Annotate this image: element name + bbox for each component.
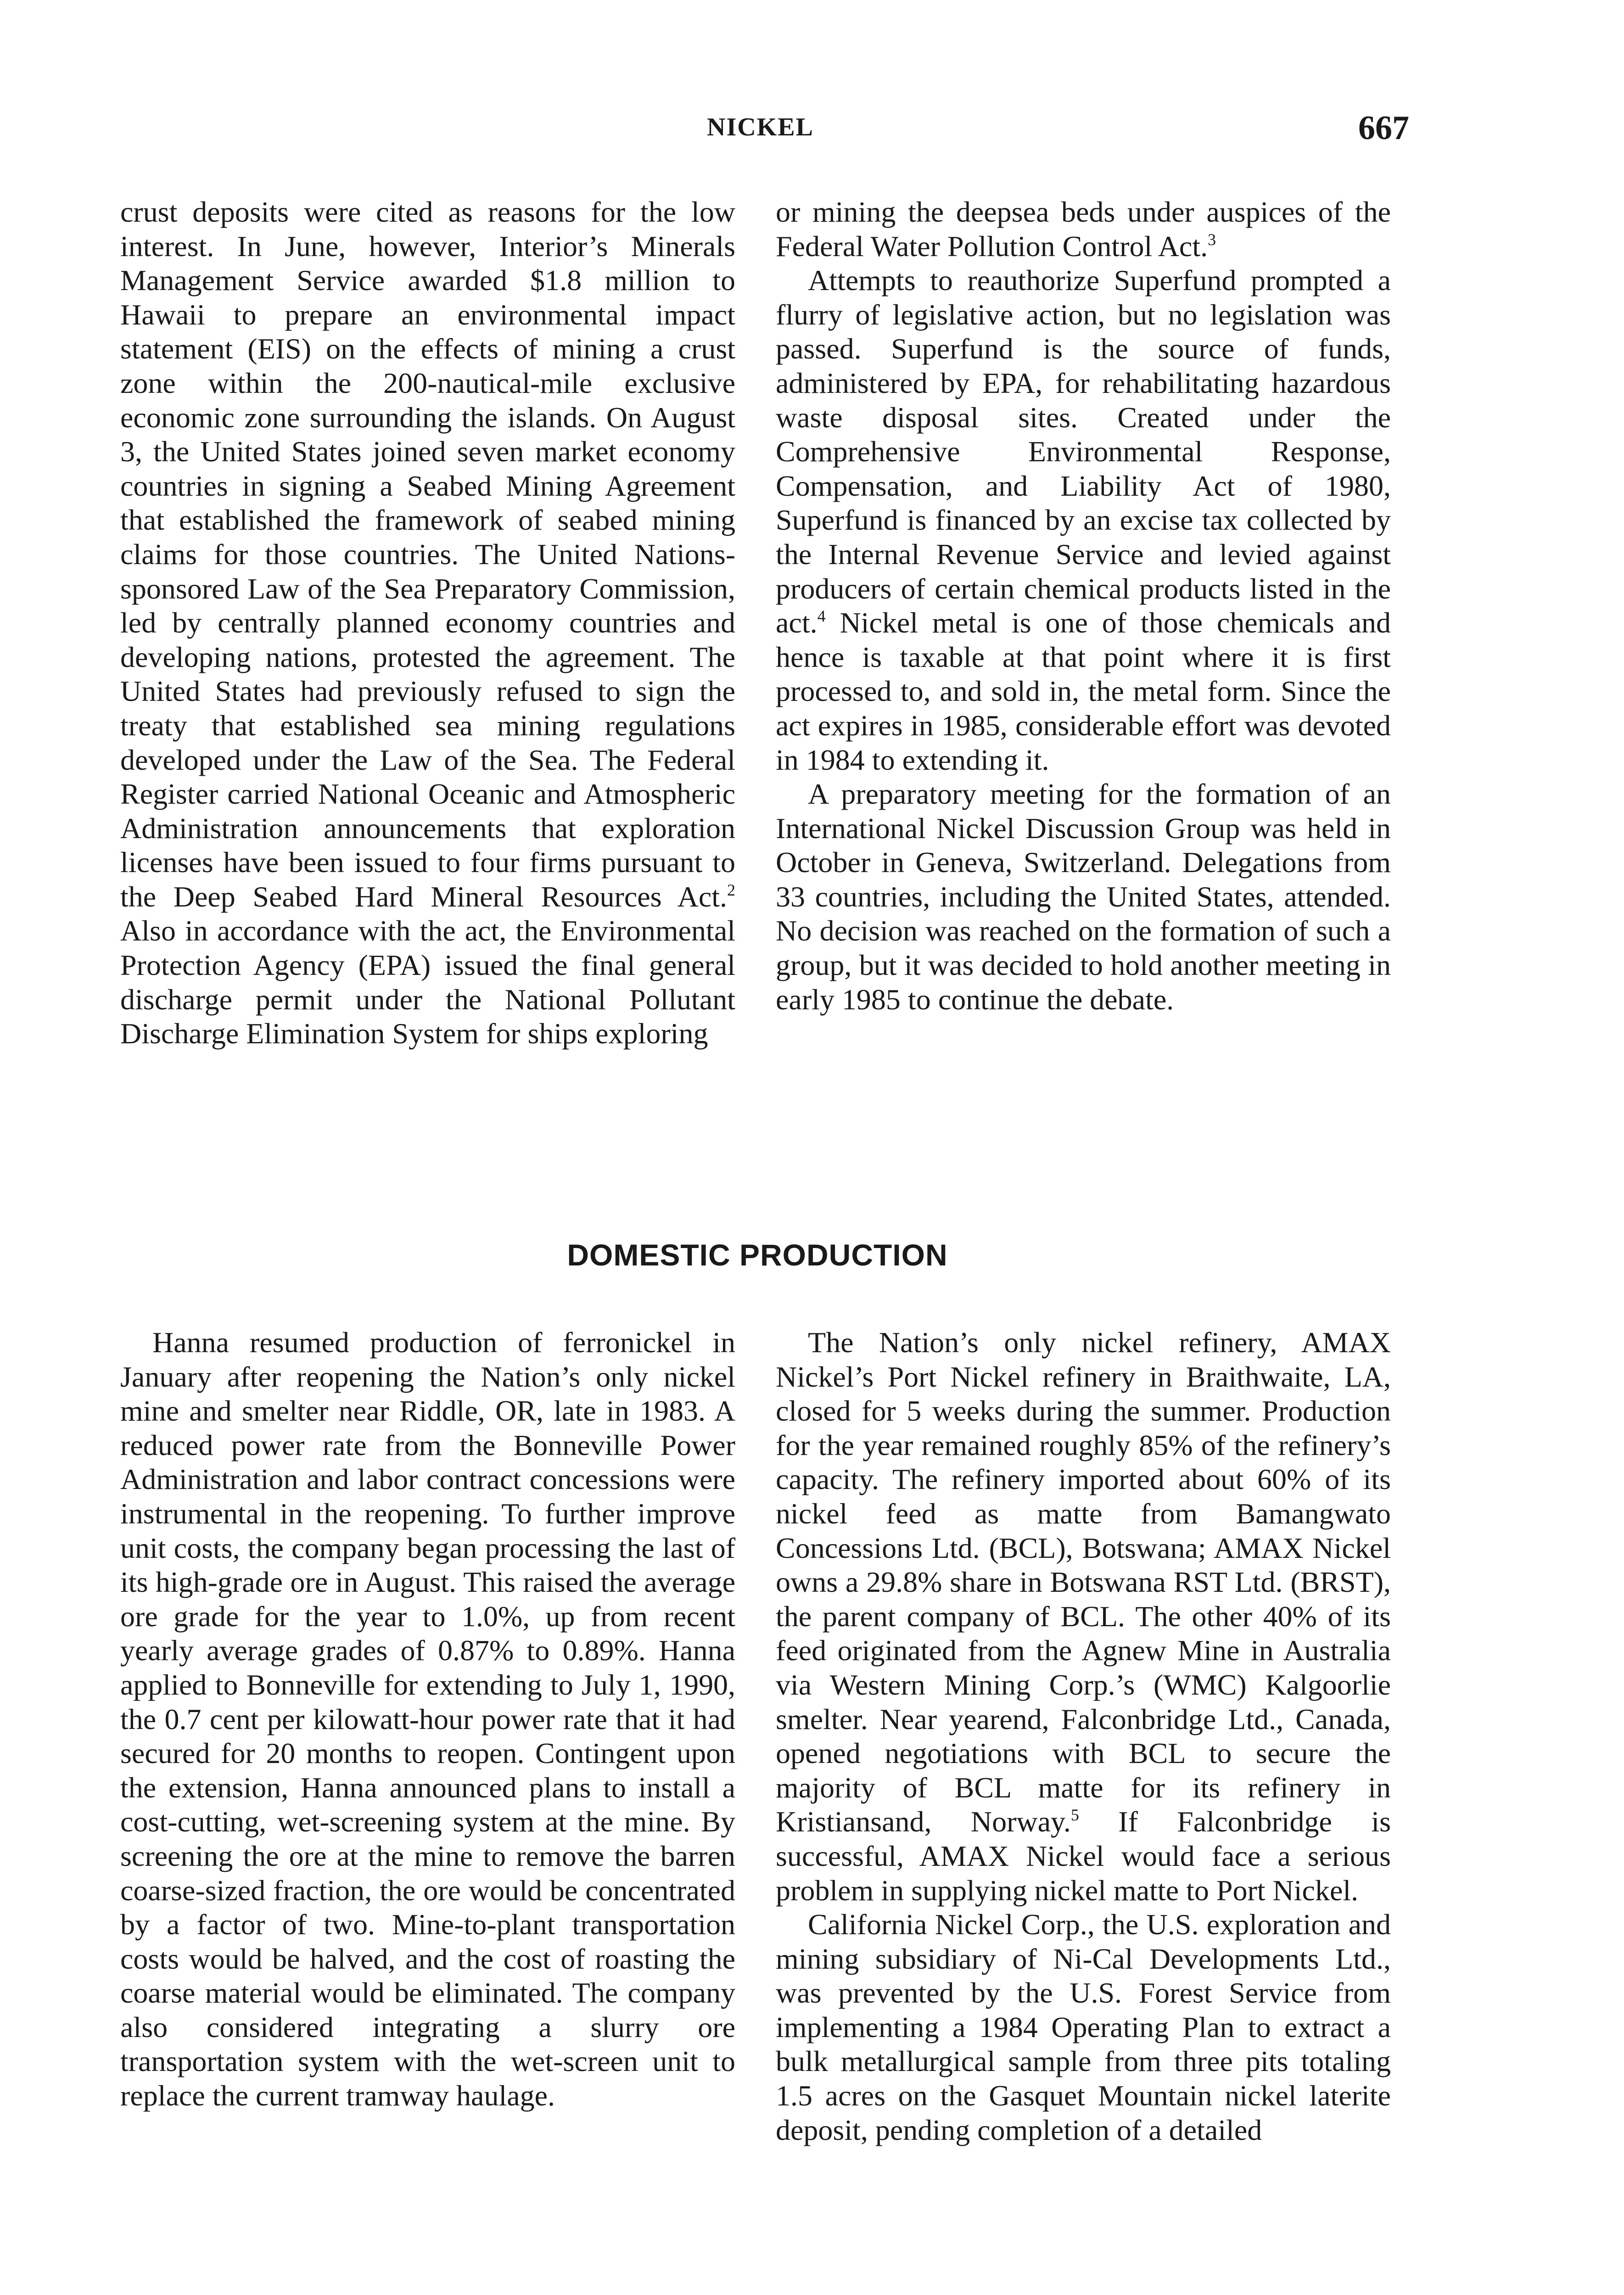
page-header xyxy=(588,109,1409,163)
footnote-ref: 4 xyxy=(817,607,826,626)
bottom-right-column xyxy=(776,1326,1391,2147)
footnote-ref: 5 xyxy=(1070,1806,1079,1825)
paragraph: or mining the deepsea beds under auspices of the Federal Water Pollution Control Act.$^3$ xyxy=(776,196,1391,263)
paragraph: Attempts to reauthorize Superfund prompted a flurry of legislative action, but no legislation was passed. Superfund is the source of funds, administered by EPA, for rehabilitating hazardous waste disposal sites. Created under the Comprehensive Environmental Response, Compensation, and Liability Act of 1980, Superfund is financed by an excise tax collected by the Internal Revenue Service and levied against producers of certain chemical products listed in the act.$^4$ Nickel metal is one of those chemicals and hence is taxable at that point where it is first processed to, and sold in, the metal form. Since the act expires in 1985, considerable effort was devoted in 1984 to extending it. xyxy=(776,264,1391,776)
paragraph: California Nickel Corp., the U.S. exploration and mining subsidiary of Ni-Cal Developments Ltd., was prevented by the U.S. Forest Service from implementing a 1984 Operating Plan to extract a bulk metallurgical sample from three pits totaling 1.5 acres on the Gasquet Mountain nickel laterite deposit, pending completion of a detailed xyxy=(776,1908,1391,2146)
paragraph: The Nation’s only nickel refinery, AMAX Nickel’s Port Nickel refinery in Braithwaite, LA, closed for 5 weeks during the summer. Production for the year remained roughly 85% of the refinery’s capacity. The refinery imported about 60% of its nickel feed as matte from Bamangwato Concessions Ltd. (BCL), Botswana; AMAX Nickel owns a 29.8% share in Botswana RST Ltd. (BRST), the parent company of BCL. The other 40% of its feed originated from the Agnew Mine in Australia via Western Mining Corp.’s (WMC) Kalgoorlie smelter. Near yearend, Falconbridge Ltd., Canada, opened negotiations with BCL to secure the majority of BCL matte for its refinery in Kristiansand, Norway.$^5$ If Falconbridge is successful, AMAX Nickel would face a serious problem in supplying nickel matte to Port Nickel. xyxy=(776,1326,1391,1907)
footnote-ref: 2 xyxy=(727,880,735,899)
top-right-column xyxy=(776,195,1391,1017)
paragraph: A preparatory meeting for the formation of an International Nickel Discussion Group was held in October in Geneva, Switzerland. Delegations from 33 countries, including the United States, attended. No decision was reached on the formation of such a group, but it was decided to hold another meeting in early 1985 to continue the debate. xyxy=(776,778,1391,1016)
section-heading: DOMESTIC PRODUCTION xyxy=(567,1238,948,1272)
footnote-ref: 3 xyxy=(1208,230,1216,249)
bottom-left-column xyxy=(120,1326,735,2113)
running-head: NICKEL xyxy=(707,113,814,141)
paragraph: Hanna resumed production of ferronickel in January after reopening the Nation’s only nickel mine and smelter near Riddle, OR, late in 1983. A reduced power rate from the Bonneville Power Administration and labor contract concessions were instrumental in the reopening. To further improve unit costs, the company began processing the last of its high-grade ore in August. This raised the average ore grade for the year to 1.0%, up from recent yearly average grades of 0.87% to 0.89%. Hanna applied to Bonneville for extending to July 1, 1990, the 0.7 cent per kilowatt-hour power rate that it had secured for 20 months to reopen. Contingent upon the extension, Hanna announced plans to install a cost-cutting, wet-screening system at the mine. By screening the ore at the mine to remove the barren coarse-sized fraction, the ore would be concentrated by a factor of two. Mine-to-plant transportation costs would be halved, and the cost of roasting the coarse material would be eliminated. The company also considered integrating a slurry ore transportation system with the wet-screen unit to replace the current tramway haulage. xyxy=(120,1326,735,2112)
top-left-column xyxy=(120,195,735,1051)
page-number: 667 xyxy=(1358,109,1409,147)
paragraph: crust deposits were cited as reasons for the low interest. In June, however, Interior’s Minerals Management Service awarded $1.8 million to Hawaii to prepare an environmental impact statement (EIS) on the effects of mining a crust zone within the 200-nautical-mile exclusive economic zone surrounding the islands. On August 3, the United States joined seven market economy countries in signing a Seabed Mining Agreement that established the framework of seabed mining claims for those countries. The United Nations-sponsored Law of the Sea Preparatory Commission, led by centrally planned economy countries and developing nations, protested the agreement. The United States had previously refused to sign the treaty that established sea mining regulations developed under the Law of the Sea. The Federal Register carried National Oceanic and Atmospheric Administration announcements that exploration licenses have been issued to four firms pursuant to the Deep Seabed Hard Mineral Resources Act.$^2$ Also in accordance with the act, the Environmental Protection Agency (EPA) issued the final general discharge permit under the National Pollutant Discharge Elimination System for ships exploring xyxy=(120,196,735,1050)
